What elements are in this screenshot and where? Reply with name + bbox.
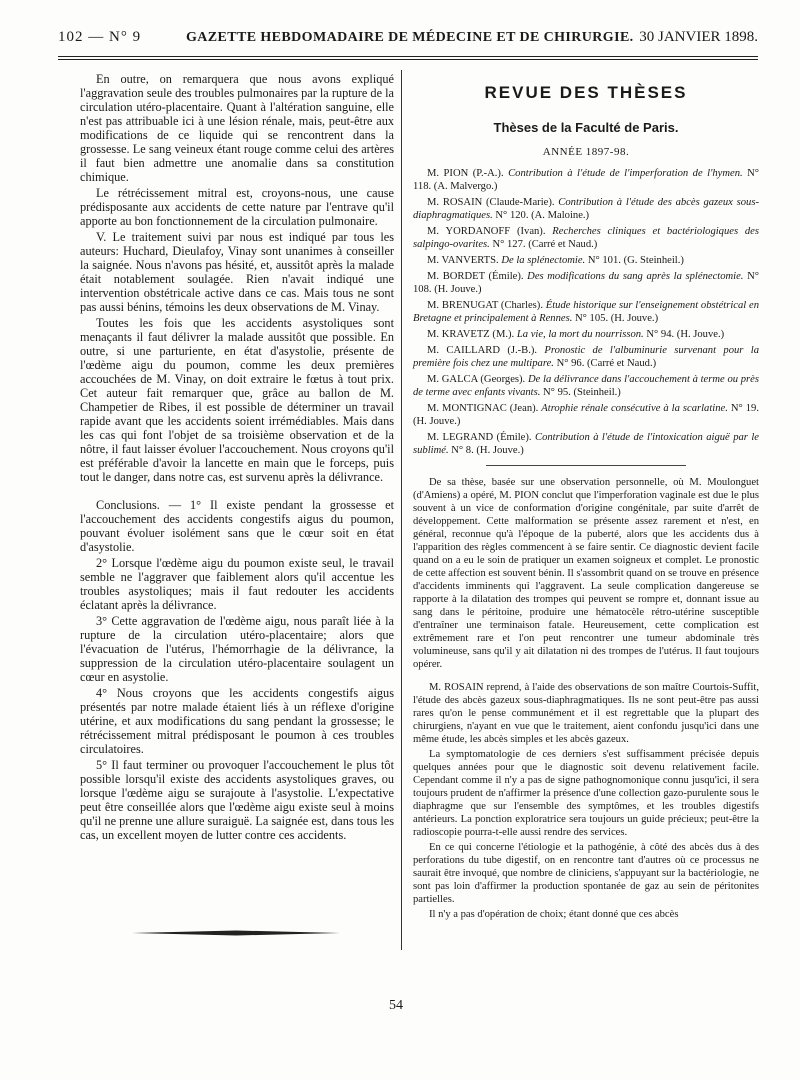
thesis-ref: N° 127. (Carré et Naud.)	[492, 239, 598, 250]
paragraph: Le rétrécissement mitral est, croyons-nous, une cause prédisposante aux accidents de cette nature par l'entrave qu'il apporte au bon fonctionnement de la circulation pulmonaire.	[80, 186, 394, 228]
thesis-title: De la splénectomie.	[501, 255, 586, 266]
thesis-author: M. YORDANOFF (Ivan).	[427, 226, 546, 237]
thesis-entry	[413, 431, 759, 457]
column-divider	[401, 70, 402, 950]
thesis-title: Des modifications du sang après la splénectomie.	[527, 271, 744, 282]
review-paragraph: Il n'y a pas d'opération de choix; étant donné que ces abcès	[429, 909, 679, 920]
thesis-author: M. ROSAIN (Claude-Marie).	[427, 197, 555, 208]
right-column	[413, 72, 759, 923]
thesis-author: M. MONTIGNAC (Jean).	[427, 403, 539, 414]
paragraph: 3° Cette aggravation de l'œdème aigu, nous paraît liée à la rupture de la circulation utéro-placentaire; alors que l'évacuation de l'utérus, l'hémorrhagie de la délivrance, la suppression de la circulation utéro-placentaire soulagent un cœur en asystolie.	[80, 614, 394, 684]
header-rule-bottom	[58, 59, 758, 60]
thesis-ref: N° 120. (A. Maloine.)	[495, 210, 590, 221]
thesis-title: Contribution à l'étude de l'imperforation de l'hymen.	[508, 168, 743, 179]
thesis-author: M. VANVERTS.	[427, 255, 499, 266]
page-number: 102 — N° 9	[58, 29, 142, 45]
review-paragraph: M. ROSAIN reprend, à l'aide des observations de son maître Courtois-Suffit, l'étude des abcès gazeux sous-diaphragmatiques. Ils ne sont peut-être pas aussi rares qu'on le pense communément et il est regrettable que la plupart des chirurgiens, n'ayant en vue que le traitement, aient confondu jusqu'ici dans une même étude, les abcès simples et les abcès gazeux.	[413, 682, 759, 745]
thesis-entry	[413, 373, 759, 399]
left-column	[80, 72, 394, 844]
thesis-ref: N° 19. (H. Jouve.)	[413, 403, 759, 427]
thesis-ref: N° 108. (H. Jouve.)	[413, 271, 759, 295]
thesis-title: La vie, la mort du nourrisson.	[516, 329, 644, 340]
thesis-title: Recherches cliniques et bactériologiques des salpingo-ovarites.	[413, 226, 759, 250]
paragraph: 5° Il faut terminer ou provoquer l'accouchement le plus tôt possible lorsqu'il existe des accidents asystoliques graves, ou lorsque l'œdème aigu se surajoute à l'asystolie. L'expectative peut être conseillée alors que l'œdème aigu existe seul à moins qu'il ne prenne une allure suraiguë. La saignée est, dans tous les cas, un excellent moyen de lutter contre ces accidents.	[80, 758, 394, 842]
thesis-author: M. KRAVETZ (M.).	[427, 329, 515, 340]
section-title: REVUE DES THÈSES	[484, 83, 688, 102]
thesis-entry	[413, 328, 759, 341]
thesis-ref: N° 95. (Steinheil.)	[543, 387, 621, 398]
thesis-entry	[413, 402, 759, 428]
journal-title: GAZETTE HEBDOMADAIRE DE MÉDECINE ET DE CHIRURGIE.	[186, 30, 634, 45]
thesis-entry	[413, 270, 759, 296]
thesis-author: M. LEGRAND (Émile).	[427, 432, 532, 443]
thesis-entry	[413, 196, 759, 222]
paragraph: 2° Lorsque l'œdème aigu du poumon existe seul, le travail semble ne l'aggraver que faiblement alors qu'il accentue les troubles asystoliques; mais il faut redouter les accidents éclatant après la délivrance.	[80, 556, 394, 612]
header-rule-top	[58, 56, 758, 57]
section-subtitle: Thèses de la Faculté de Paris.	[493, 120, 679, 135]
issue-date: 30 JANVIER 1898.	[639, 29, 758, 45]
thesis-ref: N° 94. (H. Jouve.)	[646, 329, 725, 340]
thesis-entry	[413, 167, 759, 193]
section-separator	[486, 465, 686, 466]
thesis-title: Contribution à l'étude de l'intoxication aiguë par le sublimé.	[413, 432, 759, 456]
page-header	[58, 29, 758, 51]
thesis-author: M. GALCA (Georges).	[427, 374, 526, 385]
review-paragraph: De sa thèse, basée sur une observation personnelle, où M. Moulonguet (d'Amiens) a opéré, M. PION conclut que l'imperforation vaginale est due le plus souvent à un vice de conformation d'origine congénitale, par suite d'arrêt de développement. Cette malformation se présente assez rarement et n'est, en général, reconnue qu'à l'époque de la puberté, alors que les accidents dus à l'apparition des règles commencent à se faire sentir. Ce diagnostic devient facile quand on a eu le soin de pratiquer un examen soigneux et complet. Le pronostic de cette affection est souvent bénin. Il s'assombrit quand on se trouve en présence d'accidents imminents qui l'aggravent. La seule complication dangereuse se rapporte à la dilatation des trompes qui peuvent se rompre et, donnant issue au sang dans le péritoine, produire une hématocèle rétro-utérine susceptible d'entraîner une terminaison fatale. Heureusement, cette complication est extrêmement rare et l'on peut rencontrer une tumeur abdominale très volumineuse, sans qu'il y ait dilatation ni des trompes de l'utérus. Il faut toujours opérer.	[413, 477, 759, 670]
thesis-ref: N° 8. (H. Jouve.)	[451, 445, 524, 456]
thesis-title: Pronostic de l'albuminurie survenant pour la première fois chez une multipare.	[413, 345, 759, 369]
thesis-title: Étude historique sur l'enseignement obstétrical en Bretagne et principalement à Rennes.	[413, 300, 759, 324]
paragraph: 4° Nous croyons que les accidents congestifs aigus présentés par notre malade étaient liés à un réflexe d'origine utérine, et aux modifications du sang pendant la grossesse; le rétrécissement mitral prédisposant le poumon à ces troubles circulatoires.	[80, 686, 394, 756]
review-paragraph: La symptomatologie de ces derniers s'est suffisamment précisée depuis quelques années pour que le diagnostic soit devenu relativement facile. Cependant comme il n'y a pas de signe pathognomonique connu jusqu'ici, il sera toujours prudent de n'affirmer la présence d'une collection gazo-purulente sous le diaphragme que sur l'ensemble des symptômes, et les troubles digestifs antérieurs. La ponction exploratrice sera toujours un guide précieux; peut-être la radioscopie pourra-t-elle aussi rendre des services.	[413, 749, 759, 838]
thesis-entry	[413, 225, 759, 251]
paragraph: Toutes les fois que les accidents asystoliques sont menaçants il faut délivrer la malade aussitôt que possible. En outre, si une parturiente, en état d'asystolie, présente de l'œdème aigu du poumon, comme les deux premières accouchées de M. Vinay, on doit extraire le fœtus à tout prix. Cet auteur fait remarquer que, grâce au ballon de M. Champetier de Ribes, il est possible de déterminer un travail rapide avant que les accidents soient irrémédiables. Mais dans les cas qui font l'objet de sa troisième observation et de la nôtre, il faut laisser évoluer l'accouchement. Nous croyons qu'il est préférable d'avoir la lancette en main que le forceps, puis tout le danger, dans notre cas, est survenu après la délivrance.	[80, 316, 394, 484]
thesis-ref: N° 101. (G. Steinheil.)	[587, 255, 684, 266]
thesis-author: M. CAILLARD (J.-B.).	[427, 345, 538, 356]
thesis-entry	[413, 299, 759, 325]
conclusions-paragraph: Conclusions. — 1° Il existe pendant la grossesse et l'accouchement des accidents congestifs aigus du poumon, pouvant évoluer isolément sans que le cœur soit en état d'asystolie.	[80, 498, 394, 554]
thesis-ref: N° 118. (A. Malvergo.)	[413, 168, 759, 192]
thesis-ref: N° 96. (Carré et Naud.)	[556, 358, 657, 369]
review-paragraph: En ce qui concerne l'étiologie et la pathogénie, à côté des abcès dus à des perforations du tube digestif, on en rencontre tant d'autres où ce processus ne saurait être invoqué, que nombre de cliniciens, s'appuyant sur la bactériologie, ne sont pas loin d'affirmer la production spontanée de gaz au sein de péritonites partielles.	[413, 842, 759, 905]
thesis-title: Atrophie rénale consécutive à la scarlatine.	[541, 403, 728, 414]
thesis-author: M. BORDET (Émile).	[427, 271, 524, 282]
thesis-ref: N° 105. (H. Jouve.)	[575, 313, 659, 324]
thesis-title: De la délivrance dans l'accouchement à terme ou près de terme avec enfants vivants.	[413, 374, 759, 398]
thesis-entry	[413, 254, 759, 267]
thesis-title: Contribution à l'étude des abcès gazeux sous-diaphragmatiques.	[413, 197, 759, 221]
thesis-entry	[413, 344, 759, 370]
thesis-author: M. BRENUGAT (Charles).	[427, 300, 543, 311]
ornamental-rule	[132, 929, 340, 937]
paragraph: En outre, on remarquera que nous avons expliqué l'aggravation seule des troubles pulmonaires par la rupture de la circulation utéro-placentaire. Quant à l'altération sanguine, elle n'est pas attribuable ici à une lésion rénale, mais, peut-être aux modifications de ce liquide qui se rencontrent dans la grossesse. Le sang veineux étant rouge comme celui des artères il faut bien admettre une anomalie dans sa constitution chimique.	[80, 72, 394, 184]
thesis-author: M. PION (P.-A.).	[427, 168, 504, 179]
academic-year: ANNÉE 1897-98.	[542, 146, 630, 158]
paragraph: V. Le traitement suivi par nous est indiqué par tous les auteurs: Huchard, Dieulafoy, Vinay sont unanimes à conseiller la saignée. Nous n'avons pas hésité, et, aussitôt après la malade était notablement soulagée. Rien n'avait indiqué une intervention obstétricale active dans ce cas. Mais tous ne sont pas aussi bénins, témoins les deux observations de M. Vinay.	[80, 230, 394, 314]
folio-number: 54	[389, 998, 403, 1013]
